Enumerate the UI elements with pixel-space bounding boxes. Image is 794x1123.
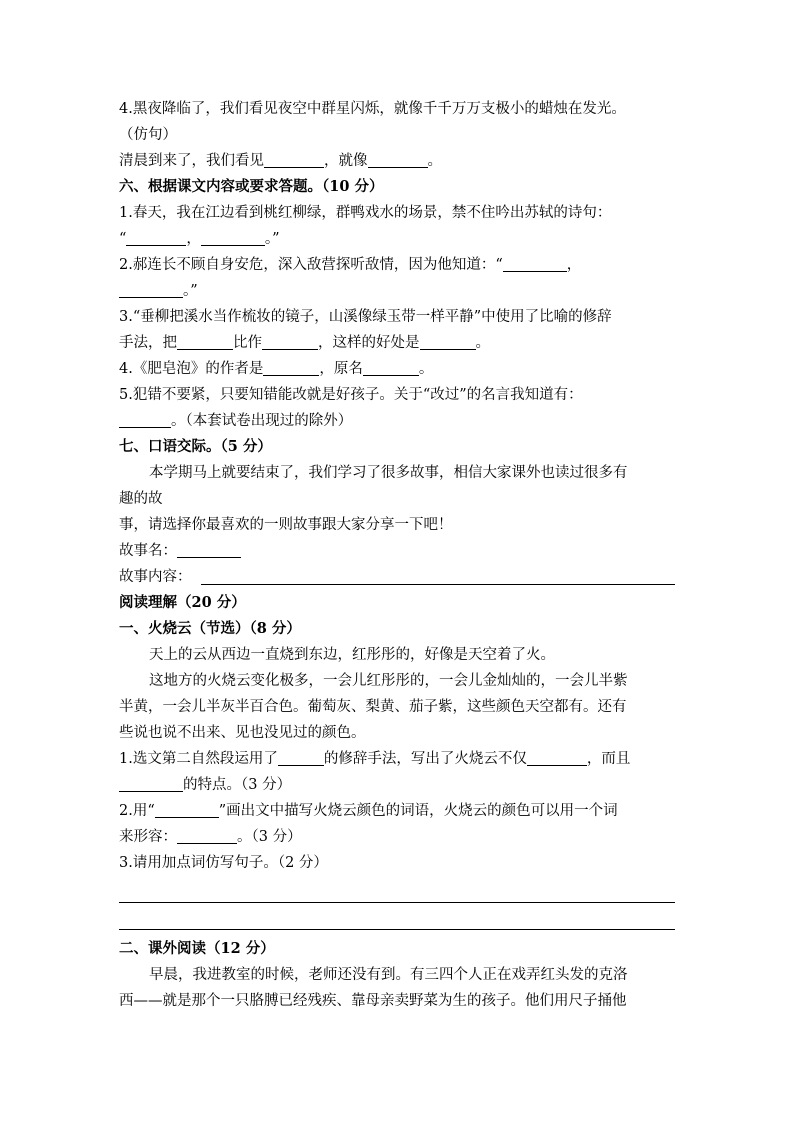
q4-prompt [119, 96, 675, 122]
s6-q4-line [119, 356, 675, 382]
s6-q5-note: 。（本套试卷出现过的除外） [171, 413, 353, 429]
s6-q3-text: 3.“垂柳把溪水当作梳妆的镜子，山溪像绿玉带一样平静”中使用了比喻的修辞 [119, 309, 612, 325]
period: 。 [475, 335, 490, 351]
answer-blank[interactable] [278, 749, 324, 766]
quote-close: 。” [264, 231, 280, 247]
story-name-row [119, 538, 675, 564]
s6-q3-text-b: 比作 [233, 335, 262, 351]
reading-q3-line: 3.请用加点词仿写句子。（2 分） [119, 855, 328, 871]
quote-open: “ [119, 231, 127, 247]
answer-blank[interactable] [177, 333, 233, 350]
answer-blank[interactable] [126, 229, 186, 246]
s6-q2-line1 [119, 252, 675, 278]
answer-line-1[interactable] [119, 876, 675, 903]
reading-title: 阅读理解（20 分） [119, 594, 246, 611]
reading-q2-text-c: 来形容： [119, 829, 177, 845]
s6-q5-text: 5.犯错不要紧，只要知错能改就是好孩子。关于“改过”的名言我知道有： [119, 387, 583, 403]
q4-text-b: ，就像 [324, 153, 368, 169]
reading-q1-text-c: ，而且 [586, 751, 631, 767]
answer-blank[interactable] [527, 749, 587, 766]
s7-prompt-line2: 趣的故 [119, 491, 163, 507]
s6-q3-text-a: 手法，把 [119, 335, 177, 351]
reading-s1-title: 一、火烧云（节选）（8 分） [119, 620, 301, 637]
s6-q5-line1 [119, 382, 675, 408]
answer-blank[interactable] [420, 333, 476, 350]
s6-q2-text: 2.郝连长不顾自身安危，深入敌营探听敌情，因为他知道：“ [119, 257, 503, 273]
story-content-label: 故事内容： [119, 569, 192, 585]
s6-q3-text-c: ，这样的好处是 [318, 335, 420, 351]
underline-sample [155, 801, 219, 818]
passage2-line1: 早晨，我进教室的时候，老师还没有到。有三四个人正在戏弄红头发的克洛 [149, 967, 628, 983]
reading-q1-text-b: 的修辞手法，写出了火烧云不仅 [323, 751, 527, 767]
section-6-title: 六、根据课文内容或要求答题。（10 分） [119, 178, 384, 195]
passage-para2-line3: 些说也说不出来、见也没见过的颜色。 [119, 725, 366, 741]
reading-s2-title: 二、课外阅读（12 分） [119, 940, 275, 957]
q4-instruction [119, 122, 675, 148]
answer-blank[interactable] [263, 359, 319, 376]
answer-blank[interactable] [119, 411, 171, 428]
answer-blank[interactable] [119, 281, 183, 298]
reading-q1-text-a: 1.选文第二自然段运用了 [119, 751, 278, 767]
s6-q2-line2 [119, 278, 675, 304]
reading-q2-text-a: 2.用“ [119, 803, 155, 819]
reading-q1-line2 [119, 772, 675, 798]
story-name-field[interactable] [177, 541, 241, 558]
answer-blank[interactable] [368, 151, 428, 168]
story-content-row [119, 564, 675, 590]
story-name-label: 故事名： [119, 543, 177, 559]
s6-q4-text-a: 4.《肥皂泡》的作者是 [119, 361, 264, 377]
section-7-title: 七、口语交际。（5 分） [119, 438, 272, 455]
s6-q4-text-b: ，原名 [319, 361, 363, 377]
s6-q3-line2 [119, 330, 675, 356]
s6-q1-line1 [119, 200, 675, 226]
passage-para2-line2: 半黄，一会儿半灰半百合色。葡萄灰、梨黄、茄子紫，这些颜色天空都有。还有 [119, 699, 627, 715]
answer-blank[interactable] [264, 151, 324, 168]
s6-q1-text: 1.春天，我在江边看到桃红柳绿，群鸭戏水的场景，禁不住吟出苏轼的诗句： [119, 205, 612, 221]
passage-para2-line1: 这地方的火烧云变化极多，一会儿红彤彤的，一会儿金灿灿的，一会儿半紫 [149, 673, 628, 689]
q4-text-a: 清晨到来了，我们看见 [119, 153, 264, 169]
answer-line-2[interactable] [119, 903, 675, 930]
passage2-line2: 西——就是那个一只胳膊已经残疾、靠母亲卖野菜为生的孩子。他们用尺子捅他 [119, 993, 627, 1009]
comma: ， [186, 231, 201, 247]
s6-q3-line1 [119, 304, 675, 330]
reading-q2-text-d: 。（3 分） [237, 829, 302, 845]
answer-blank[interactable] [262, 333, 318, 350]
exam-page [119, 96, 675, 1014]
quote-close: 。” [183, 283, 198, 299]
reading-q2-line1 [119, 798, 675, 824]
answer-blank[interactable] [363, 359, 419, 376]
answer-blank[interactable] [119, 775, 183, 792]
s7-prompt-line3: 事，请选择你最喜欢的一则故事跟大家分享一下吧！ [119, 517, 453, 533]
answer-blank[interactable] [177, 827, 237, 844]
q4-text-c: 。 [427, 153, 442, 169]
reading-q1-line1 [119, 746, 675, 772]
comma: ， [566, 257, 582, 273]
reading-q2-text-b: ”画出文中描写火烧云颜色的词语，火烧云的颜色可以用一个词 [218, 803, 618, 819]
s7-prompt-line1: 本学期马上就要结束了，我们学习了很多故事，相信大家课外也读过很多有 [149, 465, 628, 481]
s6-q1-line2 [119, 226, 675, 252]
q4-answer-line [119, 148, 675, 174]
s6-q5-line2 [119, 408, 675, 434]
reading-q2-line2 [119, 824, 675, 850]
story-content-field[interactable] [201, 584, 675, 585]
passage-para1: 天上的云从西边一直烧到东边，红彤彤的，好像是天空着了火。 [149, 647, 555, 663]
answer-blank[interactable] [503, 255, 567, 272]
answer-blank[interactable] [201, 229, 265, 246]
period: 。 [418, 361, 434, 377]
q4-hint: （仿句） [119, 127, 177, 143]
q4-sentence: 4.黑夜降临了，我们看见夜空中群星闪烁，就像千千万万支极小的蜡烛在发光。 [119, 101, 626, 117]
reading-q1-text-d: 的特点。（3 分） [183, 777, 292, 793]
